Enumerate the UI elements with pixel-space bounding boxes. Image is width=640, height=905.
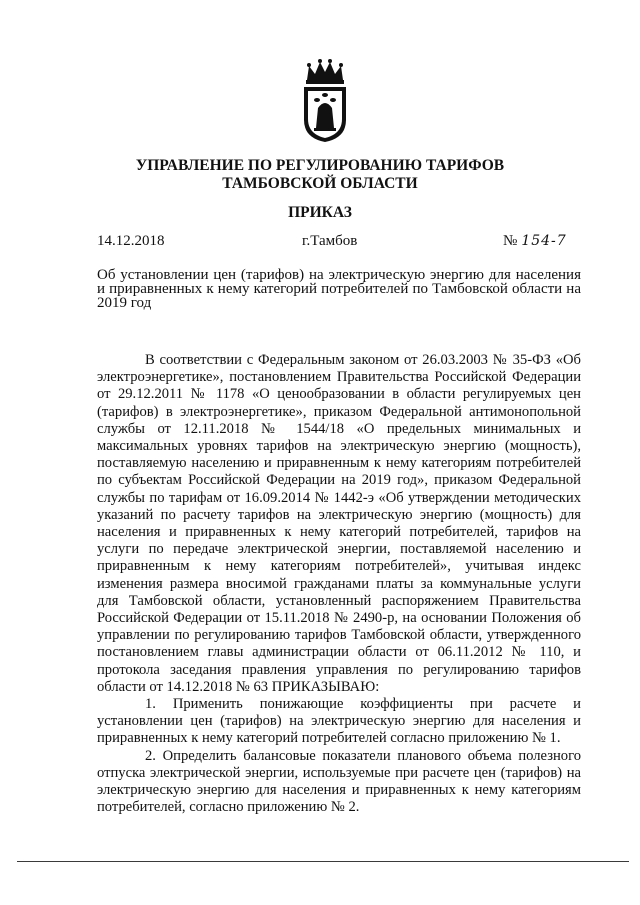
order-item-2: 2. Определить балансовые показатели планового объема полезного отпуска электрической энергии, используемые при расчете цен (тарифов) на электрическую энергию для населения и приравненных к нему категориям потребителей, согласно приложению № 2.: [97, 747, 581, 816]
preamble-paragraph: В соответствии с Федеральным законом от 26.03.2003 № 35-ФЗ «Об электроэнергетике», постановлением Правительства Российской Федерации от 29.12.2011 № 1178 «О ценообразовании в области регулируемых цен (тарифов) в электроэнергетике», приказом Федеральной антимонопольной службы от 12.11.2018 № 1544/18 «О предельных минимальных и максимальных уровнях тарифов на электрическую энергию (мощность), поставляемую населению и приравненным к нему категориям потребителей по субъектам Российской Федерации на 2019 год», приказом Федеральной службы по тарифам от 16.09.2014 № 1442-э «Об утверждении методических указаний по расчету тарифов на электрическую энергию (мощность) для населения и приравненных к нему категорий потребителей, тарифов на услуги по передаче электрической энергии, поставляемой населению и приравненным к нему категориям потребителей», учитывая индекс изменения размера вносимой гражданами платы за коммунальные услуги для Тамбовской области, установленный распоряжением Правительства Российской Федерации от 15.11.2018 № 2490-р, на основании Положения об управлении по регулированию тарифов Тамбовской области, утвержденного постановлением главы администрации области от 06.11.2012 № 110, и протокола заседания правления управления по регулированию тарифов области от 14.12.2018 № 63 ПРИКАЗЫВАЮ:: [97, 352, 581, 695]
document-body: [97, 352, 581, 816]
document-city: г.Тамбов: [302, 233, 358, 249]
document-number: [503, 233, 567, 250]
handwritten-number: 154-7: [521, 233, 567, 249]
document-type: ПРИКАЗ: [288, 204, 352, 221]
document-subject: Об установлении цен (тарифов) на электрическую энергию для населения и приравненных к нему категорий потребителей по Тамбовской области на 2019 год: [97, 267, 581, 311]
page-bottom-rule: [17, 861, 629, 862]
document-date: 14.12.2018: [97, 233, 165, 249]
org-title-line1: УПРАВЛЕНИЕ ПО РЕГУЛИРОВАНИЮ ТАРИФОВ: [135, 157, 505, 174]
order-item-1: 1. Применить понижающие коэффициенты при расчете и установлении цен (тарифов) на электрическую энергию для населения и приравненных к нему категорий потребителей согласно приложению № 1.: [97, 696, 581, 747]
coat-of-arms-icon: [297, 58, 353, 144]
number-label: №: [503, 233, 518, 249]
org-title-line2: ТАМБОВСКОЙ ОБЛАСТИ: [222, 175, 418, 192]
